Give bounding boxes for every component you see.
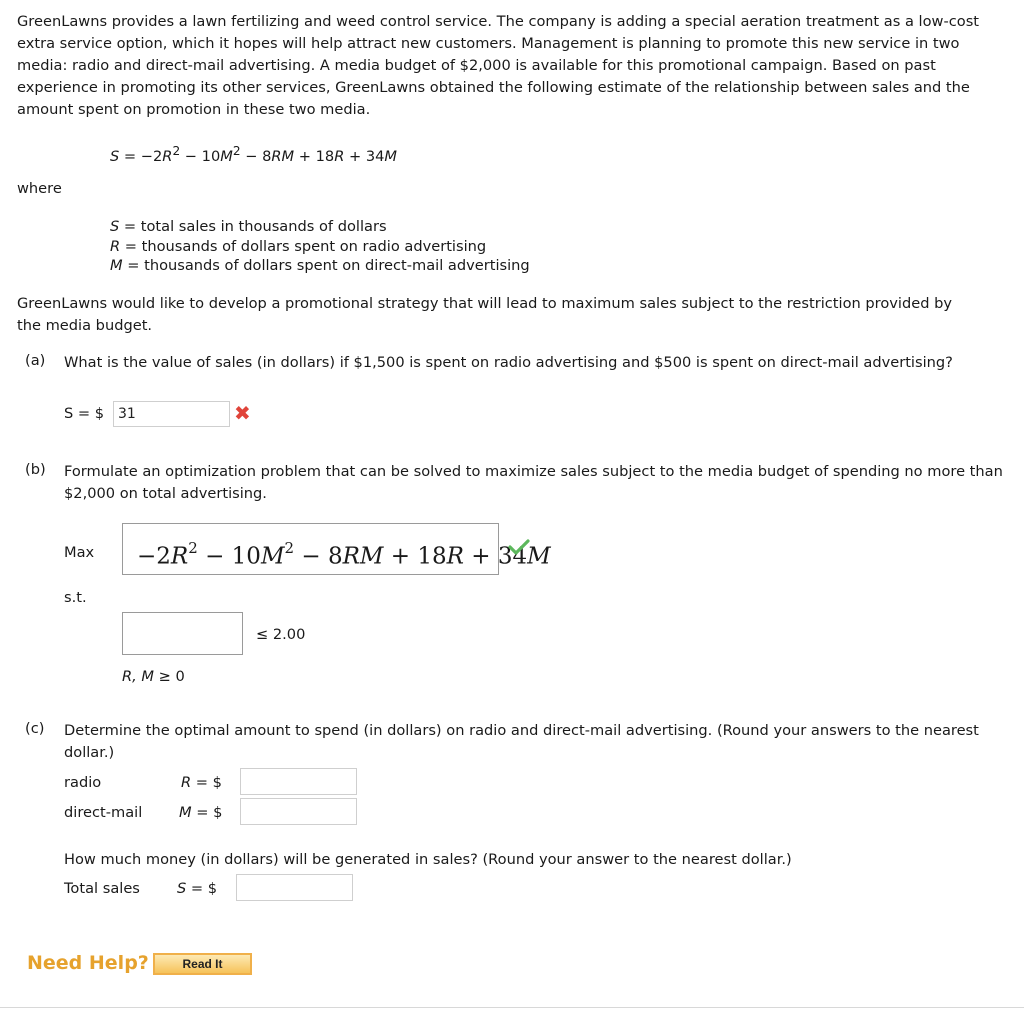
part-b-question: Formulate an optimization problem that can be solved to maximize sales subject to the media budget of spending no more than $2,000 on total advertising. xyxy=(64,463,1003,502)
problem-intro: GreenLawns provides a lawn fertilizing and weed control service. The company is adding a special aeration treatment as a low-cost extra service option, which it hopes will help attract new customers. Management is planning to promote this new service in two media: radio and direct-mail advertising. A media budget of $2,000 is available for this promotional campaign. Based on past experience in promoting its other services, GreenLawns obtained the following estimate of the relationship between sales and the amount spent on promotion in these two media. xyxy=(17,13,980,118)
part-c-question: Determine the optimal amount to spend (in dollars) on radio and direct-mail advertising. (Round your answers to the nearest dollar.) xyxy=(64,722,979,761)
definition-s: S = total sales in thousands of dollars xyxy=(110,218,387,235)
total-sales-label: Total sales xyxy=(64,880,140,897)
bottom-divider xyxy=(0,1007,1024,1008)
need-help-label: Need Help? xyxy=(27,952,149,974)
nonnegativity-constraint: R, M ≥ 0 xyxy=(122,668,185,685)
radio-var-label: R = $ xyxy=(181,774,222,791)
total-sales-var-label: S = $ xyxy=(177,880,218,897)
part-a-label: (a) xyxy=(25,352,46,369)
sales-equation: $S = -2R^2 - 10M^2 - 8RM + 18R + 34M$ xyxy=(110,144,397,165)
part-a-question: What is the value of sales (in dollars) if $1,500 is spent on radio advertising and $500 is spent on direct-mail advertising? xyxy=(64,354,953,371)
st-label: s.t. xyxy=(64,589,87,606)
definition-m: M = thousands of dollars spent on direct-mail advertising xyxy=(110,257,530,274)
variable-definitions xyxy=(110,217,530,276)
direct-mail-var-label: M = $ xyxy=(179,804,223,821)
problem-goal: GreenLawns would like to develop a promotional strategy that will lead to maximum sales subject to the restriction provided by the media budget. xyxy=(17,295,953,334)
part-c-label: (c) xyxy=(25,720,45,737)
definition-r: R = thousands of dollars spent on radio advertising xyxy=(110,237,487,255)
correct-check-icon xyxy=(508,538,530,556)
sales-question: How much money (in dollars) will be generated in sales? (Round your answer to the nearest dollar.) xyxy=(64,851,792,868)
objective-function-input[interactable]: $-2R^2 - 10M^2 - 8RM + 18R + 34M$ xyxy=(122,523,499,575)
part-a-answer-label: S = $ xyxy=(64,405,105,422)
radio-amount-input[interactable] xyxy=(240,768,357,795)
sales-answer-input[interactable]: 31 xyxy=(113,401,230,427)
direct-mail-label: direct-mail xyxy=(64,804,143,821)
constraint-input[interactable] xyxy=(122,612,243,655)
total-sales-input[interactable] xyxy=(236,874,353,901)
radio-label: radio xyxy=(64,774,102,791)
where-label: where xyxy=(17,180,62,197)
part-b-label: (b) xyxy=(25,461,46,478)
incorrect-x-icon: ✖ xyxy=(234,401,251,425)
direct-mail-amount-input[interactable] xyxy=(240,798,357,825)
max-label: Max xyxy=(64,544,95,561)
read-it-button[interactable]: Read It xyxy=(153,953,252,975)
constraint-rhs: ≤ 2.00 xyxy=(256,626,306,643)
